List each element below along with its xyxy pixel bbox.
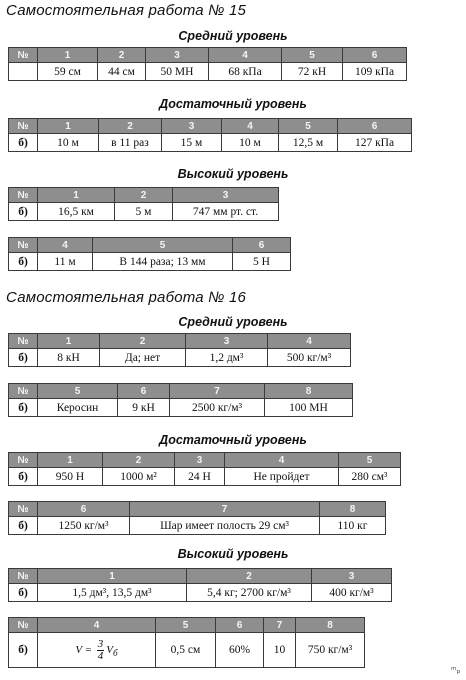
answer-cell: 16,5 км xyxy=(38,203,115,221)
work-15-title: Самостоятельная работа № 15 xyxy=(6,2,247,19)
answer-cell: б) xyxy=(9,584,38,602)
header-cell: 6 xyxy=(343,48,407,63)
work-15-level-sufficient: Достаточный уровень xyxy=(159,97,307,111)
header-cell: 5 xyxy=(38,384,118,399)
header-cell: 5 xyxy=(279,119,338,134)
header-cell: 7 xyxy=(264,618,296,633)
answer-row xyxy=(9,203,279,221)
answer-cell: Не пройдет xyxy=(225,468,339,486)
header-cell: 3 xyxy=(186,334,268,349)
header-row xyxy=(9,453,401,468)
answer-row xyxy=(9,63,407,81)
formula-rhs: V xyxy=(106,643,114,656)
header-cell: 3 xyxy=(146,48,209,63)
header-cell: 8 xyxy=(296,618,365,633)
answer-row xyxy=(9,253,291,271)
formula-fraction xyxy=(97,639,105,662)
answer-cell: 747 мм рт. ст. xyxy=(173,203,279,221)
header-cell: 2 xyxy=(98,48,146,63)
header-cell: 4 xyxy=(38,618,156,633)
header-cell: 7 xyxy=(170,384,265,399)
header-row xyxy=(9,48,407,63)
answer-row xyxy=(9,584,392,602)
answer-cell: 5 Н xyxy=(233,253,291,271)
header-cell: 1 xyxy=(38,334,100,349)
header-row xyxy=(9,618,365,633)
answer-cell: 280 см³ xyxy=(339,468,401,486)
answer-cell: 12,5 м xyxy=(279,134,338,152)
header-cell: 6 xyxy=(118,384,170,399)
formula-subscript: б xyxy=(113,647,118,658)
work-15-table-mid xyxy=(8,47,407,81)
answer-cell: 400 кг/м³ xyxy=(312,584,392,602)
header-cell: № xyxy=(9,334,38,349)
answer-cell: 15 м xyxy=(162,134,222,152)
header-cell: 6 xyxy=(38,502,130,517)
answer-cell: 2500 кг/м³ xyxy=(170,399,265,417)
answer-cell: 10 м xyxy=(38,134,99,152)
answer-cell: Шар имеет полость 29 см³ xyxy=(130,517,320,535)
header-cell: 2 xyxy=(99,119,162,134)
work-16-table-high-1 xyxy=(8,568,392,602)
answer-cell: 11 м xyxy=(38,253,93,271)
header-row xyxy=(9,119,412,134)
answer-row xyxy=(9,399,353,417)
header-row xyxy=(9,384,353,399)
header-cell: 1 xyxy=(38,119,99,134)
work-16-table-mid-2 xyxy=(8,383,353,417)
work-16-table-sufficient-1 xyxy=(8,452,401,486)
work-16-level-sufficient: Достаточный уровень xyxy=(159,433,307,447)
answer-cell: 1000 м² xyxy=(103,468,175,486)
answer-cell: 127 кПа xyxy=(338,134,412,152)
header-row xyxy=(9,188,279,203)
answer-cell: 72 кН xyxy=(282,63,343,81)
answer-cell: 44 см xyxy=(98,63,146,81)
work-16-level-high: Высокий уровень xyxy=(177,547,289,561)
work-16-title: Самостоятельная работа № 16 xyxy=(6,289,247,306)
fraction-numerator: 3 xyxy=(97,637,104,650)
answer-cell: б) xyxy=(9,203,38,221)
answer-cell: Керосин xyxy=(38,399,118,417)
answer-cell: б) xyxy=(9,633,38,668)
answer-row xyxy=(9,134,412,152)
answer-row xyxy=(9,633,365,668)
header-cell: 6 xyxy=(338,119,412,134)
work-16-table-high-2 xyxy=(8,617,365,668)
header-cell: 1 xyxy=(38,569,187,584)
answer-cell: б) xyxy=(9,399,38,417)
header-cell: 3 xyxy=(312,569,392,584)
answer-cell: 24 Н xyxy=(175,468,225,486)
answer-cell xyxy=(9,63,38,81)
header-cell: 5 xyxy=(282,48,343,63)
corner-mark: ᵐₚ xyxy=(451,666,461,676)
header-cell: 4 xyxy=(209,48,282,63)
answer-cell: 1,2 дм³ xyxy=(186,349,268,367)
answer-cell: 60% xyxy=(216,633,264,668)
header-cell: 5 xyxy=(339,453,401,468)
header-cell: № xyxy=(9,502,38,517)
header-cell: 3 xyxy=(162,119,222,134)
header-cell: 3 xyxy=(173,188,279,203)
answer-cell: 59 см xyxy=(38,63,98,81)
header-cell: № xyxy=(9,569,38,584)
answer-cell: 10 м xyxy=(222,134,279,152)
header-cell: № xyxy=(9,188,38,203)
header-cell: № xyxy=(9,119,38,134)
answer-cell: 0,5 см xyxy=(156,633,216,668)
answer-cell: 1,5 дм³, 13,5 дм³ xyxy=(38,584,187,602)
header-cell: № xyxy=(9,618,38,633)
answer-cell: 500 кг/м³ xyxy=(268,349,351,367)
work-16-table-sufficient-2 xyxy=(8,501,386,535)
header-cell: 1 xyxy=(38,48,98,63)
answer-cell: 100 МН xyxy=(265,399,353,417)
volume-formula xyxy=(75,637,118,662)
answer-row xyxy=(9,468,401,486)
header-cell: 8 xyxy=(320,502,386,517)
header-cell: № xyxy=(9,238,38,253)
answer-cell: 5 м xyxy=(115,203,173,221)
answer-cell: б) xyxy=(9,517,38,535)
work-15-table-high-1 xyxy=(8,187,279,221)
header-cell: 4 xyxy=(268,334,351,349)
answer-cell: б) xyxy=(9,134,38,152)
answer-cell: 110 кг xyxy=(320,517,386,535)
work-15-table-sufficient xyxy=(8,118,412,152)
header-cell: 8 xyxy=(265,384,353,399)
answer-cell: в 11 раз xyxy=(99,134,162,152)
answer-cell: В 144 раза; 13 мм xyxy=(93,253,233,271)
fraction-denominator: 4 xyxy=(97,649,104,662)
header-cell: 3 xyxy=(175,453,225,468)
header-cell: 5 xyxy=(93,238,233,253)
header-cell: № xyxy=(9,48,38,63)
answer-row xyxy=(9,517,386,535)
work-15-level-high: Высокий уровень xyxy=(177,167,289,181)
answer-cell: 109 кПа xyxy=(343,63,407,81)
work-15-level-mid: Средний уровень xyxy=(178,29,288,43)
answer-cell: 68 кПа xyxy=(209,63,282,81)
work-15-table-high-2 xyxy=(8,237,291,271)
header-cell: № xyxy=(9,453,38,468)
answer-cell: 50 МН xyxy=(146,63,209,81)
header-cell: 2 xyxy=(100,334,186,349)
header-cell: 1 xyxy=(38,453,103,468)
answer-cell: 750 кг/м³ xyxy=(296,633,365,668)
header-row xyxy=(9,569,392,584)
answer-cell: б) xyxy=(9,349,38,367)
header-cell: 7 xyxy=(130,502,320,517)
work-16-level-mid: Средний уровень xyxy=(178,315,288,329)
answer-cell: Да; нет xyxy=(100,349,186,367)
answer-row xyxy=(9,349,351,367)
header-cell: 2 xyxy=(103,453,175,468)
answer-cell: 1250 кг/м³ xyxy=(38,517,130,535)
header-row xyxy=(9,502,386,517)
work-16-table-mid-1 xyxy=(8,333,351,367)
header-cell: 5 xyxy=(156,618,216,633)
header-cell: 4 xyxy=(222,119,279,134)
header-cell: 4 xyxy=(225,453,339,468)
answer-cell: 5,4 кг; 2700 кг/м³ xyxy=(187,584,312,602)
formula-cell xyxy=(38,633,156,668)
answer-cell: 8 кН xyxy=(38,349,100,367)
header-cell: 2 xyxy=(115,188,173,203)
answer-cell: 10 xyxy=(264,633,296,668)
header-cell: 6 xyxy=(233,238,291,253)
header-cell: 6 xyxy=(216,618,264,633)
answer-cell: 950 Н xyxy=(38,468,103,486)
header-row xyxy=(9,238,291,253)
header-cell: 2 xyxy=(187,569,312,584)
answer-cell: б) xyxy=(9,253,38,271)
answer-cell: б) xyxy=(9,468,38,486)
formula-lhs: V = xyxy=(75,643,93,656)
answer-cell: 9 кН xyxy=(118,399,170,417)
header-cell: № xyxy=(9,384,38,399)
header-cell: 1 xyxy=(38,188,115,203)
header-row xyxy=(9,334,351,349)
header-cell: 4 xyxy=(38,238,93,253)
